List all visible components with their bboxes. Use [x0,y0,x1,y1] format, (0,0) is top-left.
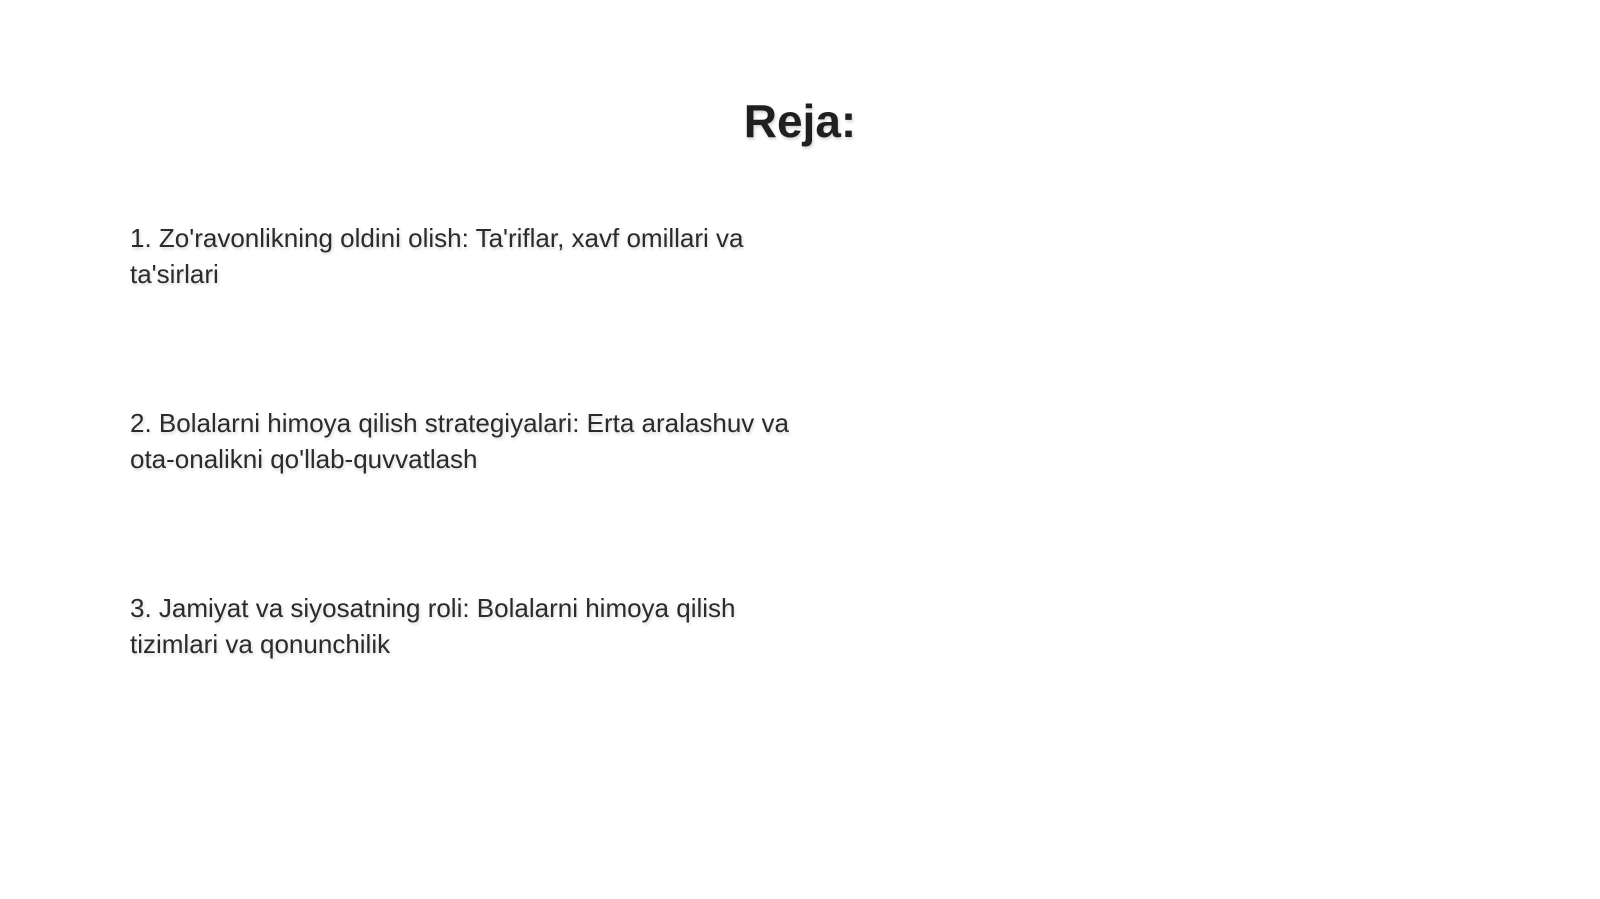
slide-title: Reja: [743,94,857,147]
plan-list [130,220,830,662]
plan-item-1: 1. Zo'ravonlikning oldini olish: Ta'riflar, xavf omillari va ta'sirlari [130,223,744,289]
plan-item-2: 2. Bolalarni himoya qilish strategiyalari: Erta aralashuv va ota-onalikni qo'llab-quvvatlash [130,408,789,474]
plan-item-3: 3. Jamiyat va siyosatning roli: Bolalarni himoya qilish tizimlari va qonunchilik [130,593,736,659]
